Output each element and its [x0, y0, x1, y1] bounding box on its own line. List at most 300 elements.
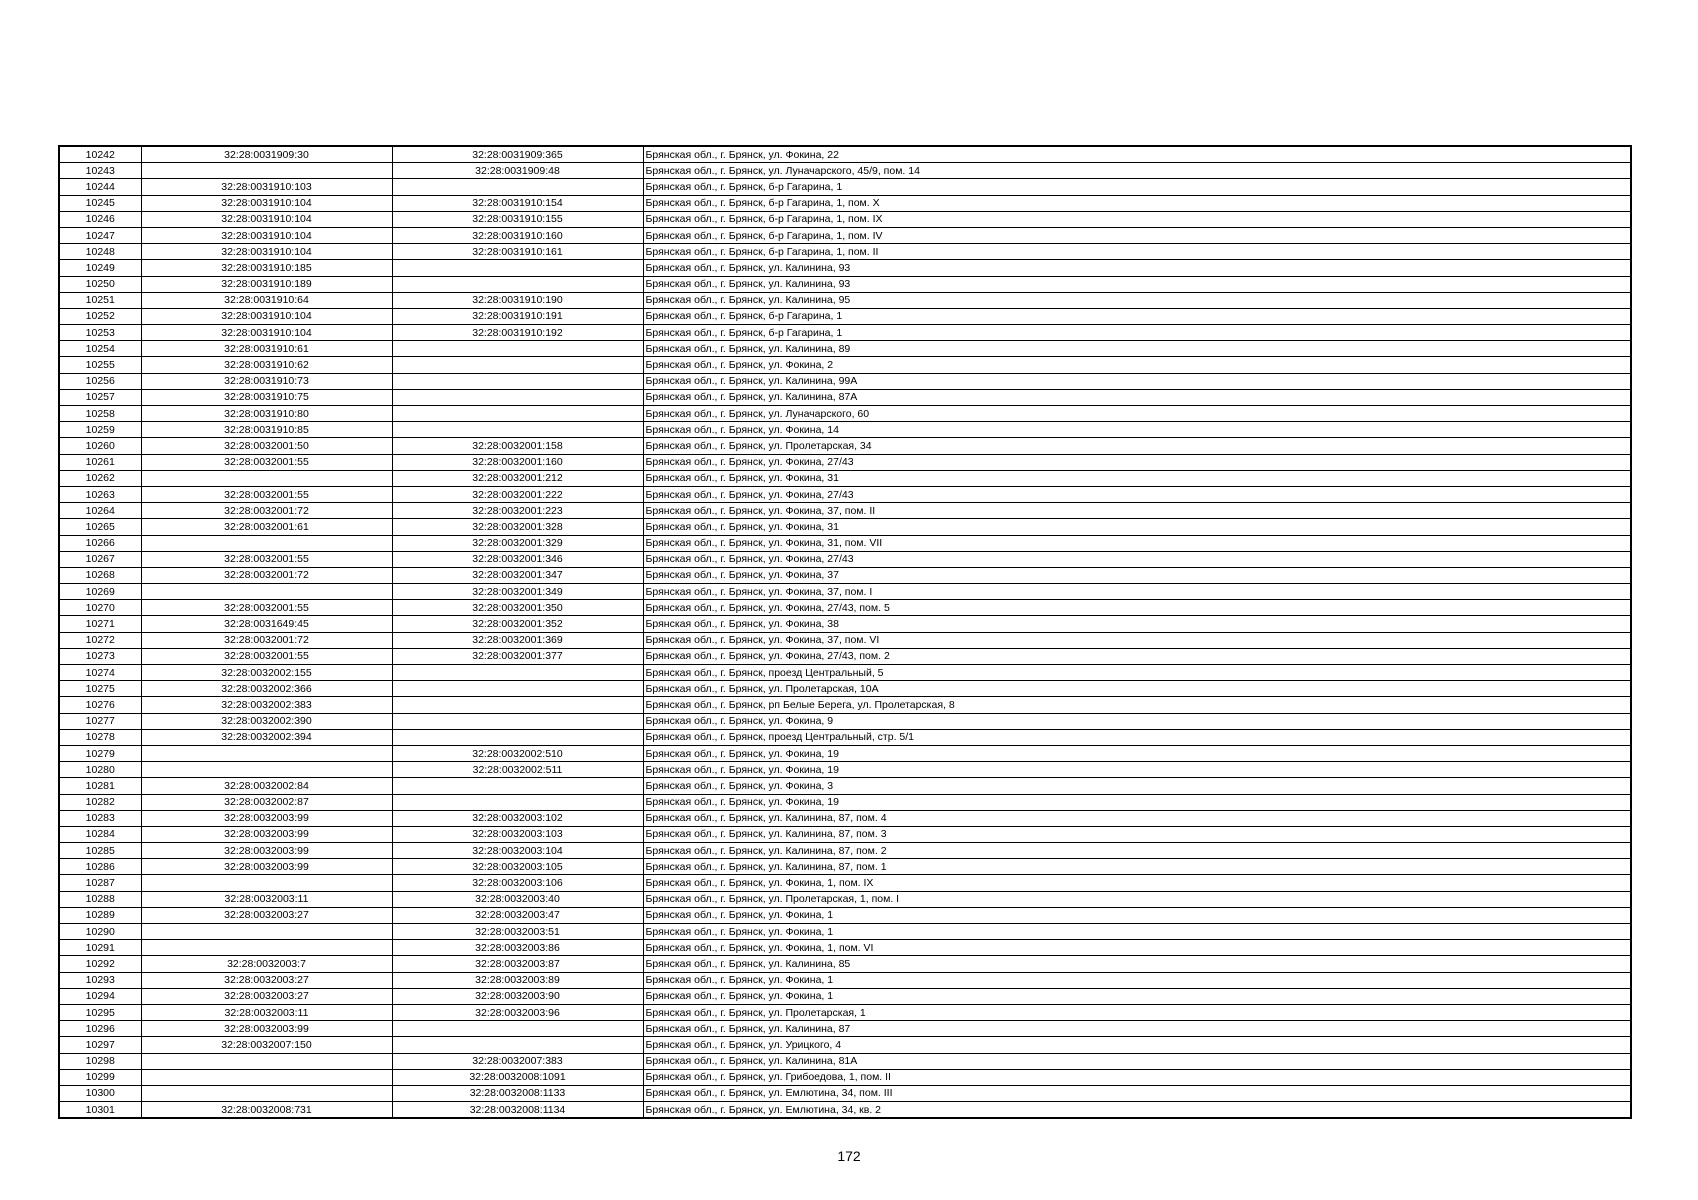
building-cadastral-number-cell: 32:28:0032003:40 — [392, 891, 643, 907]
table-row — [59, 584, 1631, 600]
row-number-cell: 10292 — [59, 956, 141, 972]
parcel-cadastral-number-cell: 32:28:0031910:104 — [141, 308, 392, 324]
table-row — [59, 600, 1631, 616]
parcel-cadastral-number-cell: 32:28:0031910:64 — [141, 292, 392, 308]
address-cell: Брянская обл., г. Брянск, ул. Фокина, 31 — [643, 519, 1631, 535]
building-cadastral-number-cell: 32:28:0032001:222 — [392, 486, 643, 502]
table-row — [59, 1053, 1631, 1069]
row-number-cell: 10254 — [59, 341, 141, 357]
table-row — [59, 972, 1631, 988]
building-cadastral-number-cell: 32:28:0032003:47 — [392, 907, 643, 923]
table-row — [59, 454, 1631, 470]
building-cadastral-number-cell — [392, 729, 643, 745]
address-cell: Брянская обл., г. Брянск, б-р Гагарина, 1 — [643, 325, 1631, 341]
building-cadastral-number-cell: 32:28:0032003:103 — [392, 826, 643, 842]
parcel-cadastral-number-cell: 32:28:0031909:30 — [141, 146, 392, 163]
parcel-cadastral-number-cell — [141, 1053, 392, 1069]
row-number-cell: 10244 — [59, 179, 141, 195]
building-cadastral-number-cell: 32:28:0032003:51 — [392, 924, 643, 940]
row-number-cell: 10249 — [59, 260, 141, 276]
building-cadastral-number-cell: 32:28:0032003:105 — [392, 859, 643, 875]
parcel-cadastral-number-cell — [141, 1085, 392, 1101]
row-number-cell: 10246 — [59, 211, 141, 227]
row-number-cell: 10285 — [59, 843, 141, 859]
address-cell: Брянская обл., г. Брянск, ул. Фокина, 19 — [643, 794, 1631, 810]
row-number-cell: 10268 — [59, 567, 141, 583]
building-cadastral-number-cell: 32:28:0032002:511 — [392, 762, 643, 778]
building-cadastral-number-cell: 32:28:0031910:160 — [392, 227, 643, 243]
table-row — [59, 195, 1631, 211]
row-number-cell: 10264 — [59, 503, 141, 519]
building-cadastral-number-cell: 32:28:0032008:1133 — [392, 1085, 643, 1101]
address-cell: Брянская обл., г. Брянск, ул. Калинина, 85 — [643, 956, 1631, 972]
building-cadastral-number-cell: 32:28:0031910:161 — [392, 244, 643, 260]
table-row — [59, 778, 1631, 794]
parcel-cadastral-number-cell: 32:28:0031910:104 — [141, 195, 392, 211]
address-cell: Брянская обл., г. Брянск, б-р Гагарина, 1 — [643, 308, 1631, 324]
address-cell: Брянская обл., г. Брянск, ул. Фокина, 27/43 — [643, 551, 1631, 567]
building-cadastral-number-cell: 32:28:0032002:510 — [392, 745, 643, 761]
parcel-cadastral-number-cell: 32:28:0032002:394 — [141, 729, 392, 745]
table-row — [59, 843, 1631, 859]
row-number-cell: 10288 — [59, 891, 141, 907]
parcel-cadastral-number-cell: 32:28:0032008:731 — [141, 1102, 392, 1119]
address-cell: Брянская обл., г. Брянск, ул. Пролетарская, 34 — [643, 438, 1631, 454]
parcel-cadastral-number-cell — [141, 163, 392, 179]
address-cell: Брянская обл., г. Брянск, ул. Урицкого, 4 — [643, 1037, 1631, 1053]
parcel-cadastral-number-cell: 32:28:0032002:383 — [141, 697, 392, 713]
row-number-cell: 10301 — [59, 1102, 141, 1119]
row-number-cell: 10251 — [59, 292, 141, 308]
building-cadastral-number-cell: 32:28:0032001:377 — [392, 648, 643, 664]
parcel-cadastral-number-cell: 32:28:0032003:11 — [141, 891, 392, 907]
table-row — [59, 519, 1631, 535]
building-cadastral-number-cell: 32:28:0032003:87 — [392, 956, 643, 972]
address-cell: Брянская обл., г. Брянск, ул. Калинина, 87 — [643, 1021, 1631, 1037]
building-cadastral-number-cell: 32:28:0032008:1134 — [392, 1102, 643, 1119]
parcel-cadastral-number-cell: 32:28:0031910:104 — [141, 227, 392, 243]
address-cell: Брянская обл., г. Брянск, ул. Калинина, 87, пом. 3 — [643, 826, 1631, 842]
building-cadastral-number-cell: 32:28:0032001:160 — [392, 454, 643, 470]
building-cadastral-number-cell: 32:28:0032001:212 — [392, 470, 643, 486]
address-cell: Брянская обл., г. Брянск, ул. Фокина, 1 — [643, 907, 1631, 923]
table-row — [59, 146, 1631, 163]
building-cadastral-number-cell: 32:28:0032003:106 — [392, 875, 643, 891]
building-cadastral-number-cell — [392, 778, 643, 794]
building-cadastral-number-cell: 32:28:0031910:191 — [392, 308, 643, 324]
building-cadastral-number-cell — [392, 1021, 643, 1037]
address-cell: Брянская обл., г. Брянск, ул. Луначарского, 45/9, пом. 14 — [643, 163, 1631, 179]
table-row — [59, 211, 1631, 227]
building-cadastral-number-cell: 32:28:0032001:350 — [392, 600, 643, 616]
parcel-cadastral-number-cell: 32:28:0031649:45 — [141, 616, 392, 632]
building-cadastral-number-cell — [392, 389, 643, 405]
table-row — [59, 891, 1631, 907]
row-number-cell: 10252 — [59, 308, 141, 324]
parcel-cadastral-number-cell — [141, 584, 392, 600]
row-number-cell: 10260 — [59, 438, 141, 454]
table-row — [59, 907, 1631, 923]
parcel-cadastral-number-cell: 32:28:0032001:55 — [141, 486, 392, 502]
table-row — [59, 244, 1631, 260]
registry-table — [58, 145, 1632, 1119]
building-cadastral-number-cell — [392, 373, 643, 389]
parcel-cadastral-number-cell: 32:28:0032003:27 — [141, 907, 392, 923]
building-cadastral-number-cell — [392, 713, 643, 729]
row-number-cell: 10263 — [59, 486, 141, 502]
table-row — [59, 713, 1631, 729]
table-row — [59, 1004, 1631, 1020]
address-cell: Брянская обл., г. Брянск, ул. Фокина, 27/43 — [643, 454, 1631, 470]
parcel-cadastral-number-cell — [141, 924, 392, 940]
building-cadastral-number-cell: 32:28:0031910:190 — [392, 292, 643, 308]
address-cell: Брянская обл., г. Брянск, ул. Фокина, 14 — [643, 422, 1631, 438]
parcel-cadastral-number-cell: 32:28:0032001:55 — [141, 600, 392, 616]
address-cell: Брянская обл., г. Брянск, ул. Калинина, 99А — [643, 373, 1631, 389]
address-cell: Брянская обл., г. Брянск, ул. Калинина, 87А — [643, 389, 1631, 405]
building-cadastral-number-cell — [392, 357, 643, 373]
parcel-cadastral-number-cell: 32:28:0032003:99 — [141, 859, 392, 875]
parcel-cadastral-number-cell: 32:28:0032001:50 — [141, 438, 392, 454]
parcel-cadastral-number-cell — [141, 535, 392, 551]
row-number-cell: 10242 — [59, 146, 141, 163]
parcel-cadastral-number-cell: 32:28:0032002:390 — [141, 713, 392, 729]
table-row — [59, 292, 1631, 308]
table-row — [59, 616, 1631, 632]
address-cell: Брянская обл., г. Брянск, ул. Пролетарская, 1 — [643, 1004, 1631, 1020]
building-cadastral-number-cell: 32:28:0031910:192 — [392, 325, 643, 341]
table-row — [59, 665, 1631, 681]
building-cadastral-number-cell: 32:28:0032003:102 — [392, 810, 643, 826]
parcel-cadastral-number-cell: 32:28:0031910:104 — [141, 211, 392, 227]
address-cell: Брянская обл., г. Брянск, ул. Фокина, 37, пом. II — [643, 503, 1631, 519]
parcel-cadastral-number-cell: 32:28:0032003:11 — [141, 1004, 392, 1020]
row-number-cell: 10290 — [59, 924, 141, 940]
address-cell: Брянская обл., г. Брянск, проезд Центральный, стр. 5/1 — [643, 729, 1631, 745]
address-cell: Брянская обл., г. Брянск, ул. Калинина, 89 — [643, 341, 1631, 357]
row-number-cell: 10291 — [59, 940, 141, 956]
row-number-cell: 10258 — [59, 406, 141, 422]
table-row — [59, 470, 1631, 486]
table-row — [59, 875, 1631, 891]
table-row — [59, 260, 1631, 276]
parcel-cadastral-number-cell: 32:28:0031910:80 — [141, 406, 392, 422]
row-number-cell: 10294 — [59, 988, 141, 1004]
building-cadastral-number-cell: 32:28:0032003:96 — [392, 1004, 643, 1020]
row-number-cell: 10280 — [59, 762, 141, 778]
address-cell: Брянская обл., г. Брянск, ул. Емлютина, 34, пом. III — [643, 1085, 1631, 1101]
table-row — [59, 227, 1631, 243]
row-number-cell: 10298 — [59, 1053, 141, 1069]
address-cell: Брянская обл., г. Брянск, ул. Пролетарская, 1, пом. I — [643, 891, 1631, 907]
row-number-cell: 10283 — [59, 810, 141, 826]
address-cell: Брянская обл., г. Брянск, ул. Луначарского, 60 — [643, 406, 1631, 422]
building-cadastral-number-cell: 32:28:0031909:365 — [392, 146, 643, 163]
parcel-cadastral-number-cell: 32:28:0031910:62 — [141, 357, 392, 373]
parcel-cadastral-number-cell — [141, 1069, 392, 1085]
parcel-cadastral-number-cell: 32:28:0032001:72 — [141, 632, 392, 648]
address-cell: Брянская обл., г. Брянск, ул. Фокина, 22 — [643, 146, 1631, 163]
row-number-cell: 10259 — [59, 422, 141, 438]
table-row — [59, 940, 1631, 956]
building-cadastral-number-cell: 32:28:0032003:104 — [392, 843, 643, 859]
building-cadastral-number-cell: 32:28:0032007:383 — [392, 1053, 643, 1069]
address-cell: Брянская обл., г. Брянск, б-р Гагарина, 1 — [643, 179, 1631, 195]
address-cell: Брянская обл., г. Брянск, ул. Фокина, 1 — [643, 988, 1631, 1004]
address-cell: Брянская обл., г. Брянск, ул. Фокина, 3 — [643, 778, 1631, 794]
table-row — [59, 810, 1631, 826]
building-cadastral-number-cell — [392, 1037, 643, 1053]
row-number-cell: 10278 — [59, 729, 141, 745]
building-cadastral-number-cell — [392, 697, 643, 713]
table-row — [59, 1021, 1631, 1037]
parcel-cadastral-number-cell: 32:28:0031910:61 — [141, 341, 392, 357]
parcel-cadastral-number-cell: 32:28:0031910:103 — [141, 179, 392, 195]
row-number-cell: 10293 — [59, 972, 141, 988]
building-cadastral-number-cell: 32:28:0032001:223 — [392, 503, 643, 519]
address-cell: Брянская обл., г. Брянск, б-р Гагарина, 1, пом. IX — [643, 211, 1631, 227]
address-cell: Брянская обл., г. Брянск, ул. Фокина, 1, пом. VI — [643, 940, 1631, 956]
address-cell: Брянская обл., г. Брянск, б-р Гагарина, 1, пом. X — [643, 195, 1631, 211]
table-row — [59, 325, 1631, 341]
parcel-cadastral-number-cell: 32:28:0032003:7 — [141, 956, 392, 972]
parcel-cadastral-number-cell: 32:28:0032003:27 — [141, 988, 392, 1004]
table-row — [59, 924, 1631, 940]
parcel-cadastral-number-cell: 32:28:0032002:87 — [141, 794, 392, 810]
parcel-cadastral-number-cell: 32:28:0032003:27 — [141, 972, 392, 988]
building-cadastral-number-cell: 32:28:0032001:346 — [392, 551, 643, 567]
address-cell: Брянская обл., г. Брянск, б-р Гагарина, 1, пом. II — [643, 244, 1631, 260]
row-number-cell: 10265 — [59, 519, 141, 535]
table-row — [59, 357, 1631, 373]
building-cadastral-number-cell — [392, 406, 643, 422]
parcel-cadastral-number-cell: 32:28:0032003:99 — [141, 810, 392, 826]
address-cell: Брянская обл., г. Брянск, ул. Фокина, 31, пом. VII — [643, 535, 1631, 551]
row-number-cell: 10297 — [59, 1037, 141, 1053]
building-cadastral-number-cell: 32:28:0032003:89 — [392, 972, 643, 988]
row-number-cell: 10247 — [59, 227, 141, 243]
table-row — [59, 859, 1631, 875]
row-number-cell: 10300 — [59, 1085, 141, 1101]
parcel-cadastral-number-cell: 32:28:0031910:104 — [141, 325, 392, 341]
building-cadastral-number-cell: 32:28:0031910:154 — [392, 195, 643, 211]
parcel-cadastral-number-cell: 32:28:0032003:99 — [141, 1021, 392, 1037]
address-cell: Брянская обл., г. Брянск, ул. Фокина, 37 — [643, 567, 1631, 583]
address-cell: Брянская обл., г. Брянск, ул. Емлютина, 34, кв. 2 — [643, 1102, 1631, 1119]
table-row — [59, 826, 1631, 842]
address-cell: Брянская обл., г. Брянск, ул. Калинина, 93 — [643, 276, 1631, 292]
table-row — [59, 503, 1631, 519]
address-cell: Брянская обл., г. Брянск, ул. Калинина, 93 — [643, 260, 1631, 276]
address-cell: Брянская обл., г. Брянск, ул. Фокина, 9 — [643, 713, 1631, 729]
address-cell: Брянская обл., г. Брянск, ул. Калинина, 87, пом. 1 — [643, 859, 1631, 875]
row-number-cell: 10257 — [59, 389, 141, 405]
address-cell: Брянская обл., г. Брянск, ул. Калинина, 81А — [643, 1053, 1631, 1069]
row-number-cell: 10270 — [59, 600, 141, 616]
building-cadastral-number-cell: 32:28:0032001:158 — [392, 438, 643, 454]
table-row — [59, 373, 1631, 389]
row-number-cell: 10287 — [59, 875, 141, 891]
row-number-cell: 10275 — [59, 681, 141, 697]
table-row — [59, 179, 1631, 195]
building-cadastral-number-cell — [392, 665, 643, 681]
address-cell: Брянская обл., г. Брянск, ул. Фокина, 1 — [643, 924, 1631, 940]
table-row — [59, 438, 1631, 454]
parcel-cadastral-number-cell: 32:28:0032001:72 — [141, 567, 392, 583]
address-cell: Брянская обл., г. Брянск, ул. Пролетарская, 10А — [643, 681, 1631, 697]
table-row — [59, 648, 1631, 664]
parcel-cadastral-number-cell: 32:28:0031910:73 — [141, 373, 392, 389]
row-number-cell: 10262 — [59, 470, 141, 486]
parcel-cadastral-number-cell: 32:28:0032002:84 — [141, 778, 392, 794]
address-cell: Брянская обл., г. Брянск, проезд Центральный, 5 — [643, 665, 1631, 681]
row-number-cell: 10286 — [59, 859, 141, 875]
building-cadastral-number-cell: 32:28:0032001:347 — [392, 567, 643, 583]
row-number-cell: 10266 — [59, 535, 141, 551]
building-cadastral-number-cell — [392, 341, 643, 357]
table-row — [59, 1085, 1631, 1101]
row-number-cell: 10282 — [59, 794, 141, 810]
address-cell: Брянская обл., г. Брянск, рп Белые Берега, ул. Пролетарская, 8 — [643, 697, 1631, 713]
building-cadastral-number-cell: 32:28:0031910:155 — [392, 211, 643, 227]
row-number-cell: 10273 — [59, 648, 141, 664]
parcel-cadastral-number-cell — [141, 470, 392, 486]
row-number-cell: 10299 — [59, 1069, 141, 1085]
row-number-cell: 10274 — [59, 665, 141, 681]
row-number-cell: 10271 — [59, 616, 141, 632]
row-number-cell: 10277 — [59, 713, 141, 729]
building-cadastral-number-cell — [392, 179, 643, 195]
table-row — [59, 535, 1631, 551]
address-cell: Брянская обл., г. Брянск, ул. Калинина, 87, пом. 2 — [643, 843, 1631, 859]
parcel-cadastral-number-cell: 32:28:0032003:99 — [141, 826, 392, 842]
building-cadastral-number-cell: 32:28:0032008:1091 — [392, 1069, 643, 1085]
row-number-cell: 10279 — [59, 745, 141, 761]
parcel-cadastral-number-cell: 32:28:0031910:85 — [141, 422, 392, 438]
table-row — [59, 697, 1631, 713]
parcel-cadastral-number-cell: 32:28:0032002:155 — [141, 665, 392, 681]
parcel-cadastral-number-cell: 32:28:0032001:61 — [141, 519, 392, 535]
building-cadastral-number-cell: 32:28:0032003:90 — [392, 988, 643, 1004]
row-number-cell: 10250 — [59, 276, 141, 292]
building-cadastral-number-cell — [392, 681, 643, 697]
parcel-cadastral-number-cell: 32:28:0031910:75 — [141, 389, 392, 405]
row-number-cell: 10281 — [59, 778, 141, 794]
table-row — [59, 406, 1631, 422]
address-cell: Брянская обл., г. Брянск, ул. Фокина, 2 — [643, 357, 1631, 373]
address-cell: Брянская обл., г. Брянск, ул. Фокина, 19 — [643, 745, 1631, 761]
parcel-cadastral-number-cell: 32:28:0032001:55 — [141, 551, 392, 567]
building-cadastral-number-cell — [392, 794, 643, 810]
address-cell: Брянская обл., г. Брянск, ул. Фокина, 31 — [643, 470, 1631, 486]
address-cell: Брянская обл., г. Брянск, ул. Фокина, 27/43 — [643, 486, 1631, 502]
address-cell: Брянская обл., г. Брянск, б-р Гагарина, 1, пом. IV — [643, 227, 1631, 243]
parcel-cadastral-number-cell — [141, 762, 392, 778]
row-number-cell: 10272 — [59, 632, 141, 648]
table-row — [59, 422, 1631, 438]
parcel-cadastral-number-cell: 32:28:0032001:72 — [141, 503, 392, 519]
table-row — [59, 308, 1631, 324]
parcel-cadastral-number-cell: 32:28:0032007:150 — [141, 1037, 392, 1053]
address-cell: Брянская обл., г. Брянск, ул. Фокина, 27/43, пом. 2 — [643, 648, 1631, 664]
row-number-cell: 10255 — [59, 357, 141, 373]
table-row — [59, 486, 1631, 502]
table-row — [59, 551, 1631, 567]
row-number-cell: 10276 — [59, 697, 141, 713]
row-number-cell: 10267 — [59, 551, 141, 567]
page-number: 172 — [837, 1148, 861, 1164]
table-row — [59, 988, 1631, 1004]
address-cell: Брянская обл., г. Брянск, ул. Фокина, 1 — [643, 972, 1631, 988]
address-cell: Брянская обл., г. Брянск, ул. Фокина, 37, пом. VI — [643, 632, 1631, 648]
parcel-cadastral-number-cell: 32:28:0032002:366 — [141, 681, 392, 697]
parcel-cadastral-number-cell: 32:28:0031910:185 — [141, 260, 392, 276]
address-cell: Брянская обл., г. Брянск, ул. Фокина, 37, пом. I — [643, 584, 1631, 600]
building-cadastral-number-cell — [392, 260, 643, 276]
row-number-cell: 10296 — [59, 1021, 141, 1037]
row-number-cell: 10289 — [59, 907, 141, 923]
address-cell: Брянская обл., г. Брянск, ул. Грибоедова, 1, пом. II — [643, 1069, 1631, 1085]
table-row — [59, 762, 1631, 778]
parcel-cadastral-number-cell: 32:28:0031910:104 — [141, 244, 392, 260]
building-cadastral-number-cell: 32:28:0032001:369 — [392, 632, 643, 648]
building-cadastral-number-cell: 32:28:0032001:349 — [392, 584, 643, 600]
address-cell: Брянская обл., г. Брянск, ул. Калинина, 87, пом. 4 — [643, 810, 1631, 826]
parcel-cadastral-number-cell: 32:28:0032001:55 — [141, 648, 392, 664]
parcel-cadastral-number-cell: 32:28:0032003:99 — [141, 843, 392, 859]
building-cadastral-number-cell: 32:28:0031909:48 — [392, 163, 643, 179]
table-row — [59, 1069, 1631, 1085]
row-number-cell: 10261 — [59, 454, 141, 470]
building-cadastral-number-cell: 32:28:0032001:352 — [392, 616, 643, 632]
table-row — [59, 163, 1631, 179]
row-number-cell: 10253 — [59, 325, 141, 341]
parcel-cadastral-number-cell — [141, 745, 392, 761]
parcel-cadastral-number-cell: 32:28:0032001:55 — [141, 454, 392, 470]
table-row — [59, 632, 1631, 648]
row-number-cell: 10256 — [59, 373, 141, 389]
parcel-cadastral-number-cell: 32:28:0031910:189 — [141, 276, 392, 292]
table-row — [59, 745, 1631, 761]
row-number-cell: 10269 — [59, 584, 141, 600]
address-cell: Брянская обл., г. Брянск, ул. Калинина, 95 — [643, 292, 1631, 308]
building-cadastral-number-cell: 32:28:0032001:329 — [392, 535, 643, 551]
address-cell: Брянская обл., г. Брянск, ул. Фокина, 27/43, пом. 5 — [643, 600, 1631, 616]
address-cell: Брянская обл., г. Брянск, ул. Фокина, 19 — [643, 762, 1631, 778]
row-number-cell: 10295 — [59, 1004, 141, 1020]
table-row — [59, 389, 1631, 405]
parcel-cadastral-number-cell — [141, 940, 392, 956]
parcel-cadastral-number-cell — [141, 875, 392, 891]
table-row — [59, 567, 1631, 583]
row-number-cell: 10243 — [59, 163, 141, 179]
row-number-cell: 10248 — [59, 244, 141, 260]
building-cadastral-number-cell — [392, 422, 643, 438]
table-row — [59, 729, 1631, 745]
building-cadastral-number-cell — [392, 276, 643, 292]
registry-table-body — [59, 146, 1631, 1118]
row-number-cell: 10284 — [59, 826, 141, 842]
building-cadastral-number-cell: 32:28:0032001:328 — [392, 519, 643, 535]
address-cell: Брянская обл., г. Брянск, ул. Фокина, 1, пом. IX — [643, 875, 1631, 891]
table-row — [59, 794, 1631, 810]
table-row — [59, 1037, 1631, 1053]
row-number-cell: 10245 — [59, 195, 141, 211]
table-row — [59, 956, 1631, 972]
table-row — [59, 276, 1631, 292]
table-row — [59, 341, 1631, 357]
building-cadastral-number-cell: 32:28:0032003:86 — [392, 940, 643, 956]
